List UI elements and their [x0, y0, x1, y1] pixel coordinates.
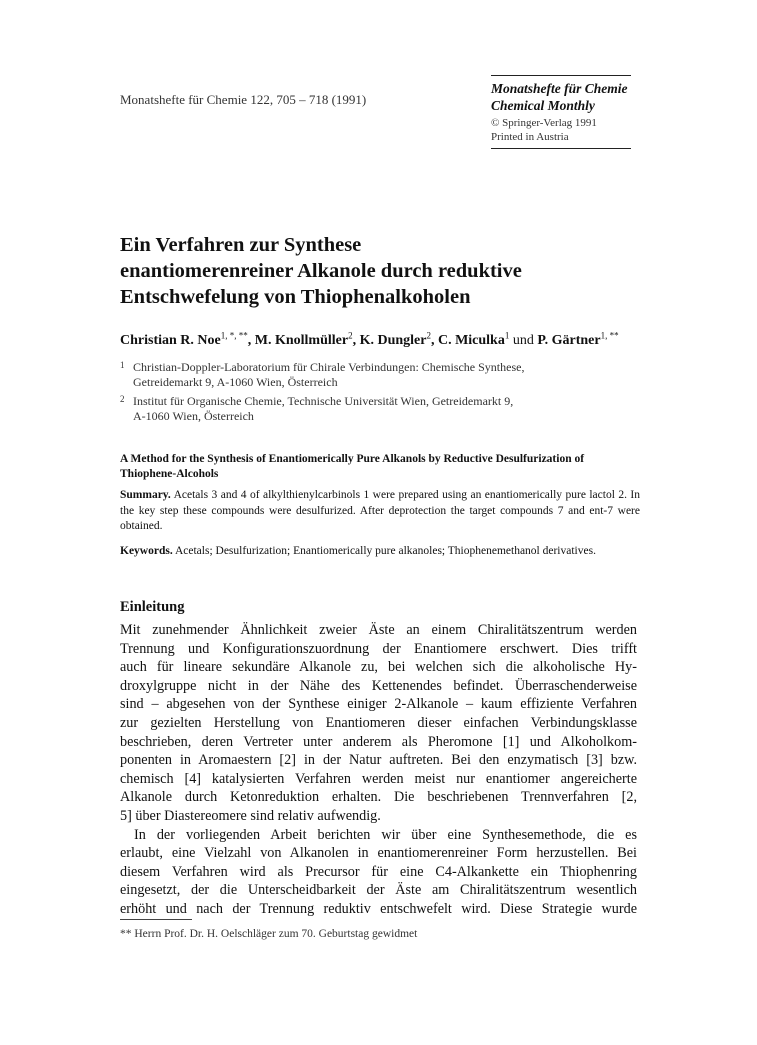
footnote-rule [120, 919, 192, 920]
author-name: P. Gärtner [537, 333, 601, 348]
body-line: beschrieben, deren Vertreter unter anderem als Pheromone [1] und Alkoholkom- [120, 734, 637, 750]
body-line: erhöht und nach der Trennung reduktiv entschwefelt wird. Diese Strategie wurde [120, 901, 637, 917]
english-title: A Method for the Synthesis of Enantiomerically Pure Alkanols by Reductive Desulfurization of Thiophene-Alcohols [120, 453, 585, 480]
body-line: diesem Verfahren wird als Precursor für eine C4-Alkankette ein Thiophenring [120, 864, 637, 880]
author-marks: 2 [348, 330, 353, 341]
printed-line: Printed in Austria [491, 131, 569, 143]
affiliation-line: Christian-Doppler-Laboratorium für Chirale Verbindungen: Chemische Synthese, [133, 360, 525, 374]
journal-name-german: Monatshefte für Chemie [491, 81, 628, 96]
title-line: enantiomerenreiner Alkanole durch reduktive [120, 260, 522, 282]
copyright-line: © Springer-Verlag 1991 [491, 117, 597, 129]
summary-label: Summary. [120, 489, 171, 501]
keywords [120, 544, 640, 559]
journal-citation: Monatshefte für Chemie 122, 705 – 718 (1991) [120, 92, 367, 107]
article-title [120, 232, 680, 310]
journal-name-english: Chemical Monthly [491, 98, 595, 113]
affiliation-2 [120, 394, 680, 424]
imprint-top-rule [491, 75, 631, 76]
author-marks: 1, ** [600, 330, 619, 341]
body-line: zur gezielten Herstellung von Enantiomeren dieser einfachen Verbindungsklasse [120, 715, 637, 731]
author-conjunction: und [509, 333, 538, 348]
body-line: Alkanole durch Ketonreduktion erhalten. Die beschriebenen Trennverfahren [2, [120, 789, 637, 805]
author-name: , C. Miculka [430, 333, 505, 348]
affiliation-line: Getreidemarkt 9, A-1060 Wien, Österreich [133, 375, 338, 389]
body-line: eingesetzt, der die Unterscheidbarkeit der Äste am Chiralitätszentrum wesentlich [120, 882, 637, 898]
affiliation-line: A-1060 Wien, Österreich [133, 409, 254, 423]
body-line: In der vorliegenden Arbeit berichten wir über eine Synthesemethode, die es [134, 827, 637, 843]
title-line: Entschwefelung von Thiophenalkoholen [120, 286, 471, 308]
author-marks: 1 [504, 330, 510, 341]
affiliation-number: 2 [120, 394, 125, 404]
author-marks: 1, *, ** [220, 330, 248, 341]
summary-text: Acetals 3 and 4 of alkylthienylcarbinols 1 were prepared using an enantiomerically pure lactol 2. In the key step these compounds were desulfurized. After deprotection the target compounds 7 and ent-7 were obtained. [120, 489, 640, 532]
keywords-text: Acetals; Desulfurization; Enantiomerically pure alkanoles; Thiophenemethanol derivatives. [172, 545, 596, 557]
body-line: ponenten in Aromaestern [2] in der Natur auftreten. Bei den enzymatisch [3] bzw. [120, 752, 637, 768]
keywords-label: Keywords. [120, 545, 173, 557]
affiliation-line: Institut für Organische Chemie, Technische Universität Wien, Getreidemarkt 9, [133, 394, 514, 408]
journal-imprint [491, 75, 631, 149]
affiliation-1 [120, 360, 680, 390]
author-name: , M. Knollmüller [247, 333, 349, 348]
author-marks: 2 [426, 330, 431, 341]
affiliation-number: 1 [120, 360, 125, 370]
author-name: , K. Dungler [352, 333, 427, 348]
title-line: Ein Verfahren zur Synthese [120, 234, 362, 256]
author-list [120, 330, 740, 349]
imprint-bottom-rule [491, 148, 631, 149]
summary [120, 488, 640, 535]
section-heading: Einleitung [120, 599, 185, 615]
body-line: 5] über Diastereomere sind relativ aufwendig. [120, 808, 381, 824]
body-line: Trennung und Konfigurationszuordnung der Enantiomere erschwert. Dies trifft [120, 641, 637, 657]
body-line: erlaubt, eine Vielzahl von Alkanolen in enantiomerenreiner Form herzustellen. Bei [120, 845, 637, 861]
body-line: Mit zunehmender Ähnlichkeit zweier Äste an einem Chiralitätszentrum werden [120, 622, 637, 638]
body-line: chemisch [4] katalysierten Verfahren werden meist nur enantiomer angereicherte [120, 771, 637, 787]
body-line: droxylgruppe nicht in der Nähe des Kettenendes befindet. Überraschenderweise [120, 678, 637, 694]
body-line: sind – abgesehen von der Synthese einiger 2-Alkanole – kaum effiziente Verfahren [120, 696, 637, 712]
footnote: ** Herrn Prof. Dr. H. Oelschläger zum 70. Geburtstag gewidmet [120, 928, 418, 940]
author-name: Christian R. Noe [120, 333, 221, 348]
body-line: auch für lineare sekundäre Alkanole zu, bei welchen sich die alkoholische Hy- [120, 659, 637, 675]
